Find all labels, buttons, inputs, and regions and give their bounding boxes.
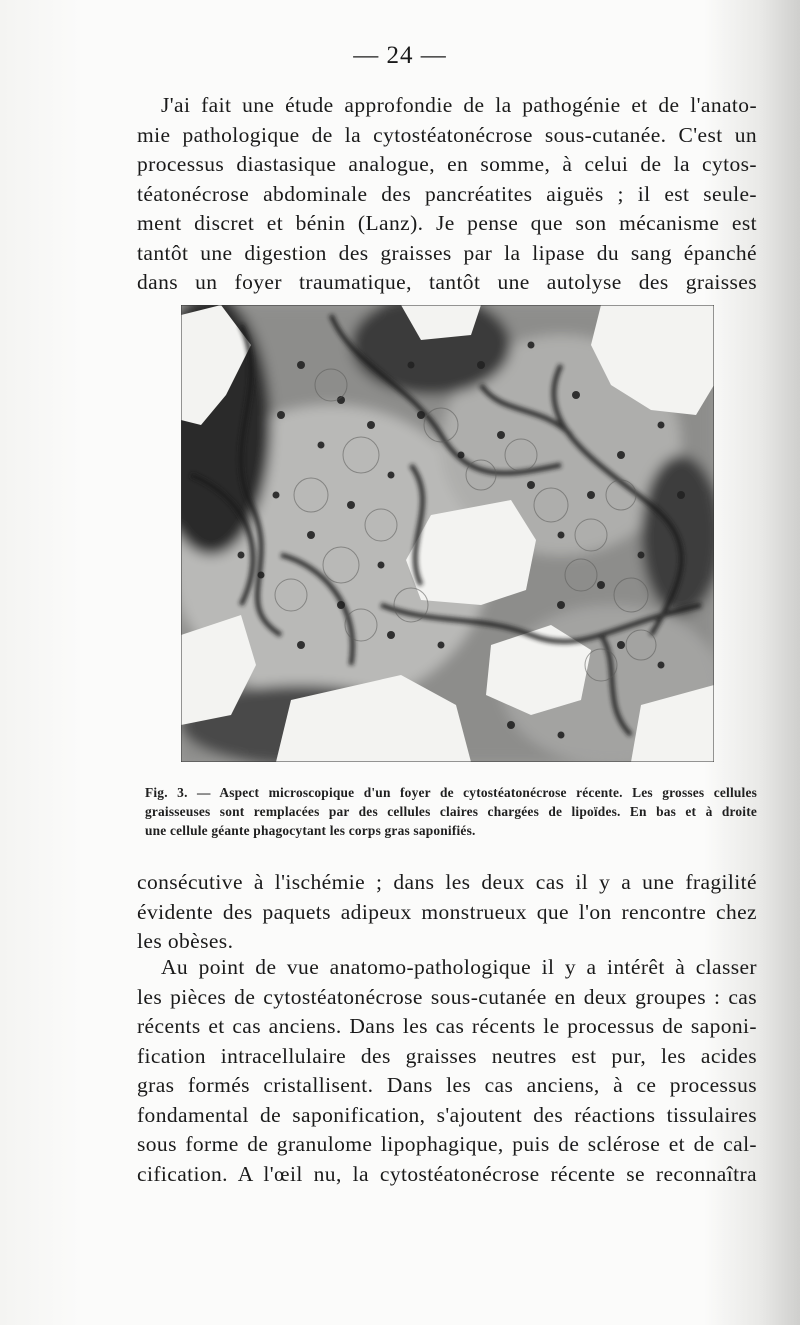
text-line: téatonécrose abdominale des pancréatites aiguës ; il est seule- — [137, 181, 757, 206]
caption-line: Fig. 3. — Aspect microscopique d'un foyer de cytostéatonécrose récente. Les grosses cellules — [145, 785, 757, 800]
text-line: récents et cas anciens. Dans les cas récents le processus de saponi- — [137, 1014, 757, 1038]
text-line: les obèses. — [137, 929, 234, 953]
micrograph-image — [181, 305, 714, 762]
text-line: processus diastasique analogue, en somme, à celui de la cytos- — [137, 152, 757, 176]
text-line: dans un foyer traumatique, tantôt une autolyse des graisses — [137, 270, 757, 294]
text-line: gras formés cristallisent. Dans les cas anciens, à ce processus — [137, 1073, 757, 1097]
caption-line: une cellule géante phagocytant les corps gras saponifiés. — [145, 823, 476, 838]
text-line: ment discret et bénin (Lanz). Je pense que son mécanisme est — [137, 211, 757, 235]
figure-caption — [145, 783, 757, 840]
text-line: mie pathologique de la cytostéatonécrose sous-cutanée. C'est un — [137, 122, 757, 147]
page-number: — 24 — — [353, 42, 447, 69]
text-line: cification. A l'œil nu, la cytostéatonécrose récente se reconnaîtra — [137, 1161, 757, 1186]
text-line: les pièces de cytostéatonécrose sous-cutanée en deux groupes : cas — [137, 984, 757, 1009]
text-line: consécutive à l'ischémie ; dans les deux cas il y a une fragilité — [137, 870, 757, 894]
text-line: tantôt une digestion des graisses par la lipase du sang épanché — [137, 240, 757, 265]
text-line: J'ai fait une étude approfondie de la pathogénie et de l'anato- — [161, 93, 757, 117]
paragraph-anatomo-pathologique — [137, 953, 757, 1189]
micrograph-figure — [181, 305, 714, 762]
text-line: évidente des paquets adipeux monstrueux que l'on rencontre chez — [137, 899, 757, 924]
paragraph-pathogenie — [137, 91, 757, 298]
caption-line: graisseuses sont remplacées par des cellules claires chargées de lipoïdes. En bas et à droite — [145, 804, 757, 819]
text-line: fication intracellulaire des graisses neutres est pur, les acides — [137, 1043, 757, 1068]
paragraph-ischemie — [137, 868, 757, 957]
text-line: fondamental de saponification, s'ajoutent des réactions tissulaires — [137, 1102, 757, 1127]
text-line: Au point de vue anatomo-pathologique il y a intérêt à classer — [161, 955, 757, 979]
text-line: sous forme de granulome lipophagique, puis de sclérose et de cal- — [137, 1132, 757, 1156]
